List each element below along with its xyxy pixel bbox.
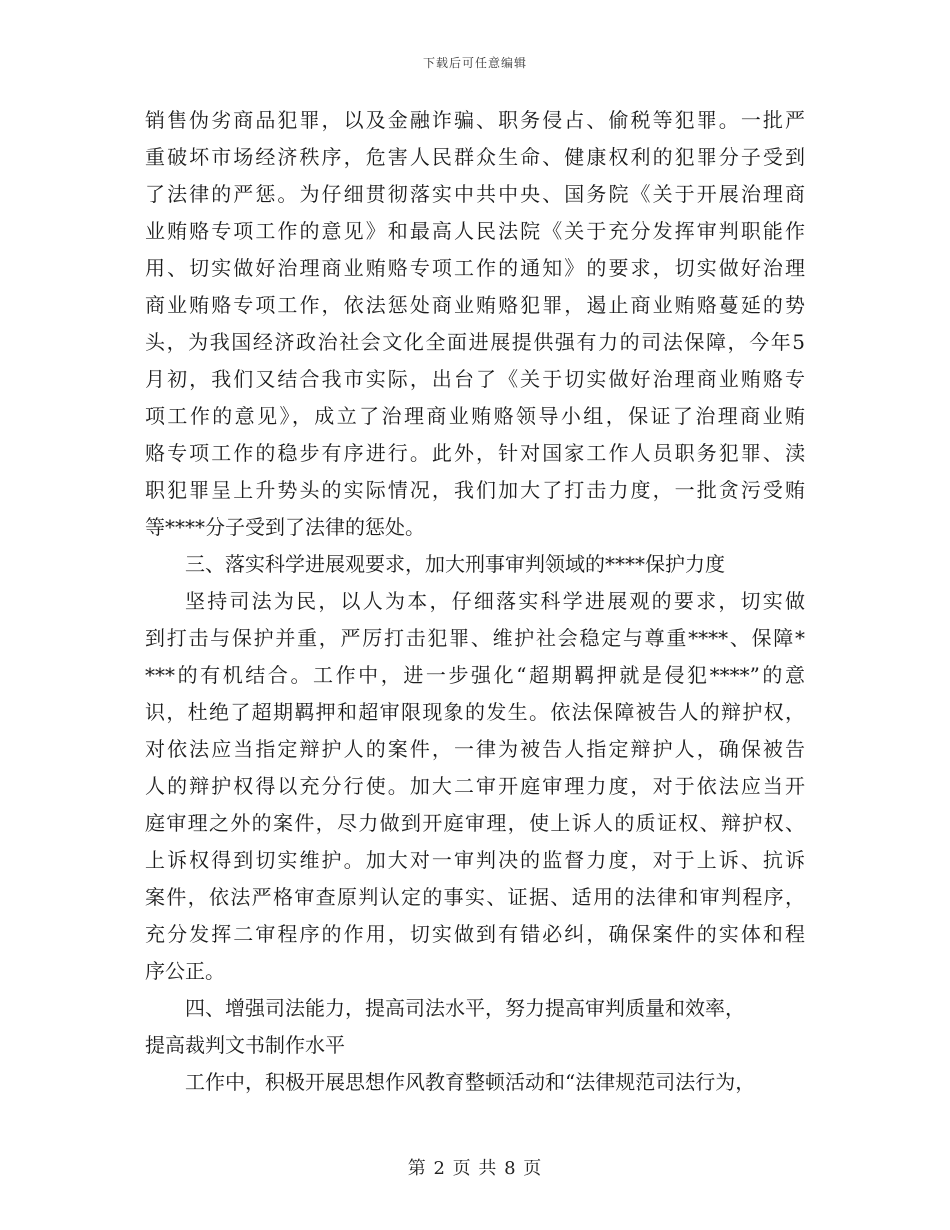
- paragraph-5: [145, 1064, 805, 1101]
- paragraph-line: 了法律的严惩。为仔细贯彻落实中共中央、国务院《关于开展治理商: [145, 182, 805, 206]
- paragraph-line: 重破坏市场经济秩序，危害人民群众生命、健康权利的犯罪分子受到: [145, 145, 805, 169]
- section-heading-line: 三、落实科学进展观要求，加大刑事审判领域的****保护力度: [185, 552, 725, 576]
- paragraph-line: 职犯罪呈上升势头的实际情况，我们加大了打击力度，一批贪污受贿: [145, 478, 805, 502]
- paragraph-line: 头，为我国经济政治社会文化全面进展提供强有力的司法保障，今年5: [145, 330, 805, 354]
- paragraph-line: 庭审理之外的案件，尽力做到开庭审理，使上诉人的质证权、辩护权、: [145, 811, 805, 835]
- page-number: 第 2 页 共 8 页: [407, 1158, 543, 1179]
- paragraph-line: 销售伪劣商品犯罪，以及金融诈骗、职务侵占、偷税等犯罪。一批严: [145, 108, 805, 132]
- paragraph-1: [145, 102, 805, 546]
- paragraph-line: 业贿赂专项工作的意见》和最高人民法院《关于充分发挥审判职能作: [145, 219, 805, 243]
- paragraph-line: 项工作的意见》，成立了治理商业贿赂领导小组，保证了治理商业贿: [145, 404, 805, 428]
- section-heading-4: [145, 990, 805, 1064]
- paragraph-line: 等****分子受到了法律的惩处。: [145, 515, 425, 539]
- page-header-note: 下载后可任意编辑: [422, 56, 527, 70]
- section-heading-line: 提高裁判文书制作水平: [145, 1033, 345, 1057]
- document-body: [145, 102, 805, 1101]
- paragraph-line: 上诉权得到切实维护。加大对一审判决的监督力度，对于上诉、抗诉: [145, 848, 805, 872]
- paragraph-line: ***的有机结合。工作中，进一步强化“超期羁押就是侵犯****”的意: [145, 663, 805, 687]
- paragraph-line: 识，杜绝了超期羁押和超审限现象的发生。依法保障被告人的辩护权，: [145, 700, 805, 724]
- paragraph-line: 工作中，积极开展思想作风教育整顿活动和“法律规范司法行为，: [185, 1070, 756, 1094]
- paragraph-line: 坚持司法为民，以人为本，仔细落实科学进展观的要求，切实做: [185, 589, 805, 613]
- paragraph-line: 到打击与保护并重，严厉打击犯罪、维护社会稳定与尊重****、保障*: [145, 626, 805, 650]
- paragraph-line: 用、切实做好治理商业贿赂专项工作的通知》的要求，切实做好治理: [145, 256, 805, 280]
- paragraph-line: 商业贿赂专项工作，依法惩处商业贿赂犯罪，遏止商业贿赂蔓延的势: [145, 293, 805, 317]
- paragraph-line: 序公正。: [145, 959, 225, 983]
- paragraph-3: [145, 583, 805, 990]
- paragraph-line: 月初，我们又结合我市实际，出台了《关于切实做好治理商业贿赂专: [145, 367, 805, 391]
- paragraph-line: 赂专项工作的稳步有序进行。此外，针对国家工作人员职务犯罪、渎: [145, 441, 805, 465]
- paragraph-line: 案件，依法严格审查原判认定的事实、证据、适用的法律和审判程序，: [145, 885, 805, 909]
- paragraph-line: 充分发挥二审程序的作用，切实做到有错必纠，确保案件的实体和程: [145, 922, 805, 946]
- paragraph-line: 对依法应当指定辩护人的案件，一律为被告人指定辩护人，确保被告: [145, 737, 805, 761]
- section-heading-line: 四、增强司法能力，提高司法水平，努力提高审判质量和效率，: [185, 996, 745, 1020]
- paragraph-line: 人的辩护权得以充分行使。加大二审开庭审理力度，对于依法应当开: [145, 774, 805, 798]
- section-heading-3: [145, 546, 805, 583]
